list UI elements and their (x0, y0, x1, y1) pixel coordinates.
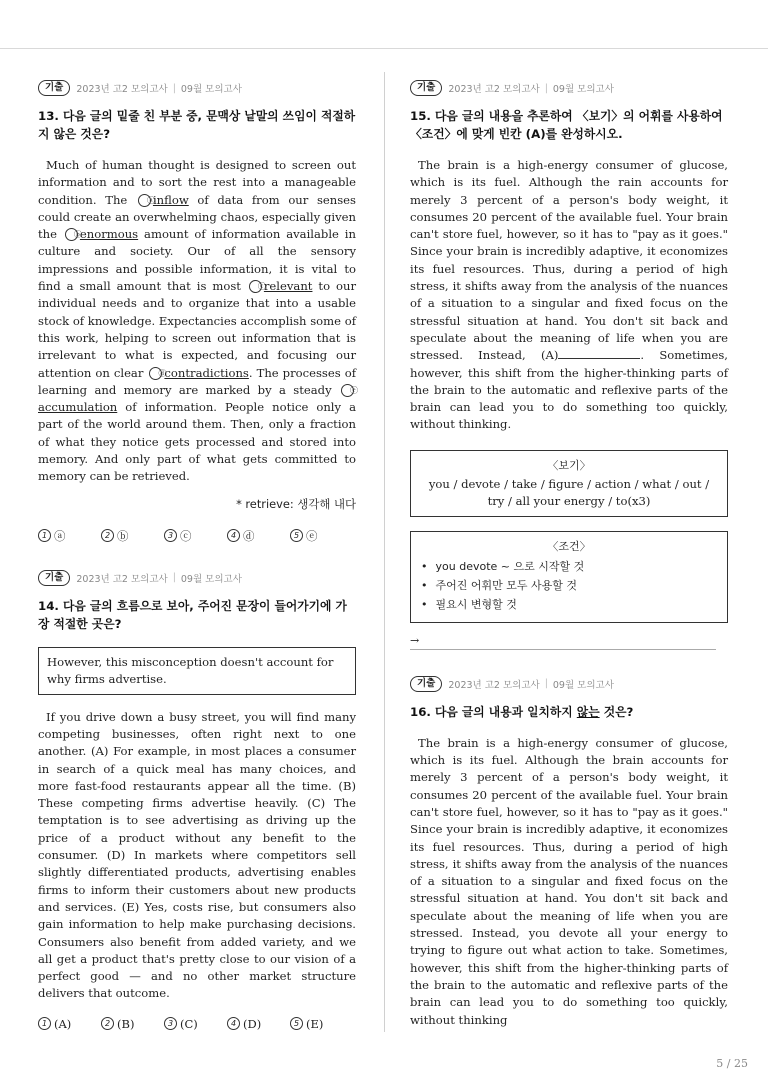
q13-footnote: * retrieve: 생각해 내다 (236, 496, 356, 511)
mark-a: ⓐ (138, 194, 151, 207)
q15-title: 15. 다음 글의 내용을 추론하여 〈보기〉의 어휘를 사용하여 〈조건〉에 맞게 빈칸 (A)를 완성하시오. (410, 109, 723, 141)
mark-e: ⓔ (341, 384, 354, 397)
q16-passage: The brain is a high-energy consumer of glucose, which is its fuel. Although the brain accounts for merely 3 percent of a person's body weight, it consumes 20 percent of the available fuel. Your brain can't store fuel, however, so it has to "pay as it goes." Since your brain is incredibly adaptive, it economizes its fuel resources. Thus, during a period of high stress, it shifts away from the analysis of the nuances of a situation to a singular and fixed focus on the stressful situation at hand. You don't sit back and speculate about the meaning of life when you are stressed. Instead, you devote all your energy to trying to figure out what action to take. Sometimes, however, this shift from the higher-thinking parts of the brain to the automatic and reflexive parts of the brain can lead you to do something too quickly, without thinking (410, 735, 728, 1027)
jogeon-list (419, 557, 719, 614)
source-year: 2023년 고2 모의고사 (448, 679, 540, 691)
jogeon-heading: 〈조건〉 (547, 539, 591, 553)
choice-5[interactable]: 5 (E) (290, 1017, 353, 1031)
source-tag: 기출 (410, 80, 442, 96)
column-divider (384, 72, 385, 1032)
source-year: 2023년 고2 모의고사 (448, 84, 540, 95)
word-c: relevant (263, 279, 313, 294)
q15-passage: The brain is a high-energy consumer of glucose, which is its fuel. Although the rain accounts for merely 3 percent of a person's body weight, it consumes 20 percent of the available fuel. Your brain can't store fuel, however, so it has to "pay as it goes." Since your brain is incredibly adaptive, it economizes its fuel resources. Thus, during a period of high stress, it shifts away from the analysis of the nuances of a situation to a singular and fixed focus on the stressful situation at hand. You don't sit back and speculate about the meaning of life when you are stressed. Instead, (A) . Sometimes, however, this shift from the higher-thinking parts of the brain to the automatic and reflexive parts of the brain can lead you to do something too quickly, without thinking. (410, 158, 728, 432)
source-month: 09월 모의고사 (552, 84, 614, 95)
source-year: 2023년 고2 모의고사 (76, 573, 168, 585)
choice-5[interactable]: 5 ⓔ (290, 528, 353, 544)
q13-title: 13. 다음 글의 밑줄 친 부분 중, 문맥상 낱말의 쓰임이 적절하지 않은 것은? (38, 109, 356, 141)
choice-2[interactable]: 2 (B) (101, 1017, 164, 1031)
answer-line[interactable] (410, 633, 716, 650)
choice-1[interactable]: 1 (A) (38, 1017, 101, 1031)
q14-passage: If you drive down a busy street, you will find many competing businesses, often right next to one another. (A) For example, in most places a consumer in search of a quick meal has many choices, and more fast-food restaurants appear all the time. (B) These competing firms advertise heavily. (C) The temptation is to see advertising as driving up the price of a product without any benefit to the consumer. (D) In markets where competitors sell slightly differentiated products, advertising enables firms to inform their customers about new products and services. (E) Yes, costs rise, but consumers also gain information to help make purchasing decisions. Consumers also benefit from added variety, and we all get a product that's pretty close to our vision of a perfect good — and no other market structure delivers that outcome. (38, 709, 356, 1001)
mark-d: ⓓ (149, 367, 162, 380)
mark-c: ⓒ (249, 280, 262, 293)
choice-4[interactable]: 4 (D) (227, 1017, 290, 1031)
choice-1[interactable]: 1 ⓐ (38, 528, 101, 544)
left-column (38, 80, 356, 1031)
q14-source: 기출 2023년 고2 모의고사 | 09월 모의고사 (38, 570, 356, 586)
word-b: enormous (79, 227, 139, 242)
bogi-heading: 〈보기〉 (547, 458, 591, 472)
choice-3[interactable]: 3 ⓒ (164, 528, 227, 544)
source-tag: 기출 (38, 570, 70, 586)
word-a: inflow (152, 192, 189, 207)
jogeon-box (410, 531, 728, 623)
bogi-text: you / devote / take / figure / action / what / out / try / all your energy / to(x3) (428, 476, 710, 508)
q16-source: 기출 2023년 고2 모의고사 | 09월 모의고사 (410, 676, 728, 692)
source-tag: 기출 (38, 80, 70, 96)
jogeon-item: • 주어진 어휘만 모두 사용할 것 (431, 576, 719, 595)
blank-a (558, 348, 640, 359)
q13-choices (38, 528, 356, 544)
source-month: 09월 모의고사 (552, 679, 614, 691)
right-column (410, 80, 728, 1029)
page-number: 5 / 25 (716, 1057, 748, 1070)
jogeon-item: • 필요시 변형할 것 (431, 595, 719, 614)
q14-choices (38, 1017, 356, 1031)
q14-given-sentence-box: However, this misconception doesn't account for why firms advertise. (38, 647, 356, 695)
q14-title: 14. 다음 글의 흐름으로 보아, 주어진 문장이 들어가기에 가장 적절한 곳은? (38, 598, 347, 631)
mark-b: ⓑ (65, 228, 78, 241)
q15-source: 기출 2023년 고2 모의고사 | 09월 모의고사 (410, 80, 728, 96)
q13-passage: Much of human thought is designed to screen out information and to sort the rest into a manageable condition. The ⓐinflow of data from our senses could create an overwhelming chaos, especially given the ⓑenormous amount of information available in culture and society. Our of all the sensory impressions and possible information, it is vital to find a small amount that is most ⓒrelevant to our individual needs and to organize that into a usable stock of knowledge. Expectancies accomplish some of this work, helping to screen out information that is irrelevant to what is expected, and focusing our attention on clear ⓓcontradictions. The processes of learning and memory are marked by a steady ⓔaccumulation of information. People notice only a part of the world around them. Then, only a fraction of what they notice gets processed and stored into memory. And only part of what gets committed to memory can be retrieved. (38, 158, 358, 484)
arrow-icon: → (410, 633, 420, 647)
source-month: 09월 모의고사 (180, 573, 242, 585)
source-year: 2023년 고2 모의고사 (76, 84, 168, 95)
source-tag: 기출 (410, 676, 442, 692)
jogeon-item: • you devote ~ 으로 시작할 것 (431, 557, 719, 576)
choice-3[interactable]: 3 (C) (164, 1017, 227, 1031)
bogi-box (410, 450, 728, 517)
choice-4[interactable]: 4 ⓓ (227, 528, 290, 544)
word-e: accumulation (38, 400, 118, 415)
q16-title: 16. 다음 글의 내용과 일치하지 않는 것은? (410, 704, 634, 719)
q13-source: 기출 2023년 고2 모의고사 | 09월 모의고사 (38, 80, 356, 96)
choice-2[interactable]: 2 ⓑ (101, 528, 164, 544)
word-d: contradictions (164, 365, 249, 380)
header-rule (0, 48, 768, 49)
source-month: 09월 모의고사 (180, 84, 242, 95)
